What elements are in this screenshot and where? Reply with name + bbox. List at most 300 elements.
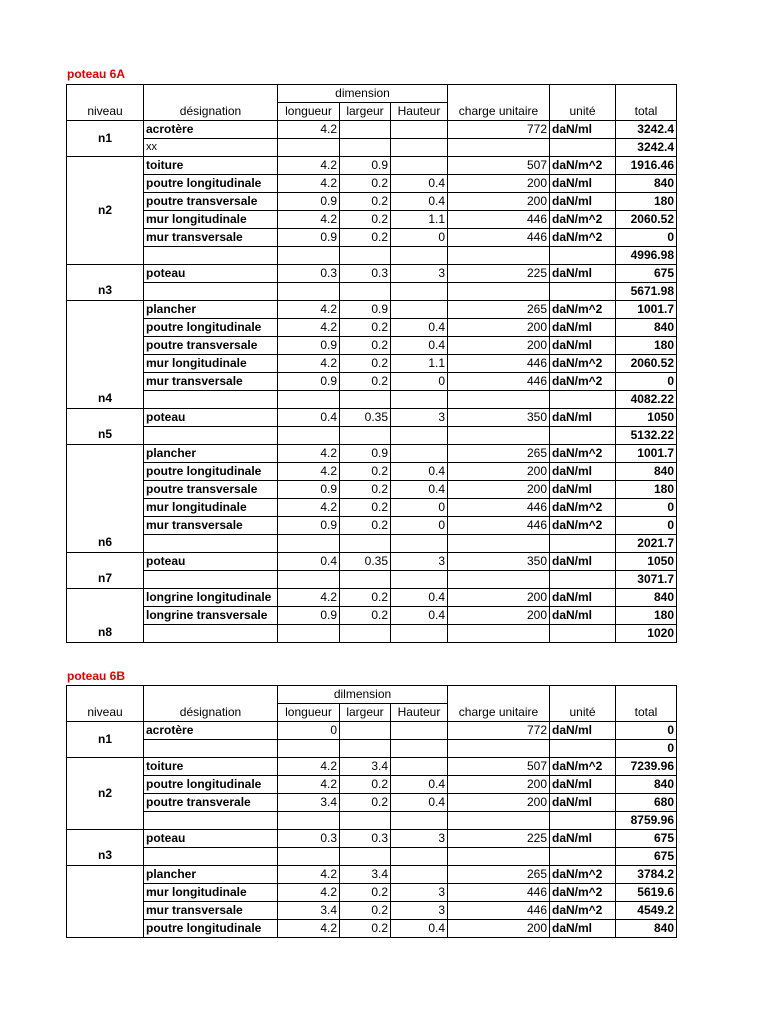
charge-cell: 200 [448, 589, 550, 607]
largeur-cell: 0.2 [340, 355, 391, 373]
total-cell: 675 [616, 830, 677, 848]
header-unite: unité [550, 686, 616, 722]
charge-cell: 772 [448, 722, 550, 740]
hauteur-cell: 1.1 [391, 211, 448, 229]
charge-cell: 446 [448, 355, 550, 373]
charge-cell: 200 [448, 794, 550, 812]
charge-cell: 350 [448, 553, 550, 571]
table-row [67, 625, 677, 643]
largeur-cell: 0.2 [340, 499, 391, 517]
hauteur-cell [391, 301, 448, 319]
total-cell: 0 [616, 722, 677, 740]
designation-cell: mur longitudinale [144, 884, 278, 902]
largeur-cell [340, 722, 391, 740]
total-cell: 840 [616, 776, 677, 794]
designation-cell: xx [144, 139, 278, 157]
charge-cell: 507 [448, 758, 550, 776]
longueur-cell: 4.2 [278, 920, 340, 938]
total-cell: 840 [616, 319, 677, 337]
largeur-cell [340, 535, 391, 553]
level-n3: n3 [67, 830, 144, 866]
designation-cell [144, 571, 278, 589]
hauteur-cell [391, 247, 448, 265]
unite-cell: daN/ml [550, 722, 616, 740]
charge-cell: 446 [448, 229, 550, 247]
largeur-cell: 0.2 [340, 373, 391, 391]
hauteur-cell [391, 427, 448, 445]
longueur-cell: 0.9 [278, 373, 340, 391]
header-dimension: dilmension [278, 686, 448, 704]
designation-cell: poutre longitudinale [144, 920, 278, 938]
hauteur-cell: 0.4 [391, 776, 448, 794]
hauteur-cell: 0 [391, 229, 448, 247]
hauteur-cell: 3 [391, 830, 448, 848]
table-row [67, 427, 677, 445]
largeur-cell [340, 625, 391, 643]
table-row [67, 193, 677, 211]
unite-cell [550, 571, 616, 589]
unite-cell: daN/ml [550, 463, 616, 481]
table-row [67, 175, 677, 193]
largeur-cell: 0.2 [340, 175, 391, 193]
largeur-cell: 3.4 [340, 866, 391, 884]
longueur-cell: 4.2 [278, 776, 340, 794]
unite-cell: daN/ml [550, 175, 616, 193]
header-designation: désignation [144, 85, 278, 121]
header-charge: charge unitaire [448, 85, 550, 121]
longueur-cell: 4.2 [278, 884, 340, 902]
header-niveau: niveau [67, 85, 144, 121]
longueur-cell: 4.2 [278, 866, 340, 884]
total-cell: 4549.2 [616, 902, 677, 920]
charge-cell: 200 [448, 175, 550, 193]
total-cell: 3071.7 [616, 571, 677, 589]
table-row [67, 553, 677, 571]
charge-cell: 225 [448, 830, 550, 848]
header-longueur: longueur [278, 704, 340, 722]
designation-cell: mur transversale [144, 517, 278, 535]
hauteur-cell [391, 391, 448, 409]
table-row [67, 373, 677, 391]
largeur-cell: 0.2 [340, 319, 391, 337]
designation-cell: longrine longitudinale [144, 589, 278, 607]
hauteur-cell: 3 [391, 409, 448, 427]
level-cell [67, 866, 144, 938]
largeur-cell [340, 283, 391, 301]
total-cell: 180 [616, 193, 677, 211]
charge-cell: 200 [448, 607, 550, 625]
longueur-cell: 0.9 [278, 229, 340, 247]
designation-cell: poutre longitudinale [144, 463, 278, 481]
table-row [67, 337, 677, 355]
total-cell: 3242.4 [616, 121, 677, 139]
table-poteau-6b [66, 685, 677, 938]
total-cell: 5671.98 [616, 283, 677, 301]
charge-cell: 200 [448, 337, 550, 355]
longueur-cell [278, 625, 340, 643]
hauteur-cell [391, 157, 448, 175]
total-cell: 840 [616, 920, 677, 938]
largeur-cell: 0.9 [340, 301, 391, 319]
unite-cell: daN/ml [550, 121, 616, 139]
largeur-cell: 0.2 [340, 902, 391, 920]
charge-cell [448, 139, 550, 157]
designation-cell: poteau [144, 409, 278, 427]
total-cell: 1020 [616, 625, 677, 643]
unite-cell [550, 812, 616, 830]
designation-cell: poutre transversale [144, 481, 278, 499]
hauteur-cell: 0 [391, 517, 448, 535]
total-cell: 3242.4 [616, 139, 677, 157]
unite-cell [550, 283, 616, 301]
total-cell: 1050 [616, 409, 677, 427]
charge-cell: 200 [448, 481, 550, 499]
table-row [67, 157, 677, 175]
unite-cell: daN/ml [550, 776, 616, 794]
table-row [67, 571, 677, 589]
largeur-cell: 0.2 [340, 211, 391, 229]
designation-cell: plancher [144, 301, 278, 319]
unite-cell: daN/m^2 [550, 884, 616, 902]
unite-cell [550, 427, 616, 445]
longueur-cell: 0.9 [278, 517, 340, 535]
charge-cell [448, 535, 550, 553]
header-charge: charge unitaire [448, 686, 550, 722]
longueur-cell: 0.9 [278, 607, 340, 625]
hauteur-cell [391, 812, 448, 830]
designation-cell: poutre longitudinale [144, 319, 278, 337]
total-cell: 0 [616, 499, 677, 517]
unite-cell: daN/ml [550, 337, 616, 355]
table-row [67, 776, 677, 794]
level-n3: n3 [67, 265, 144, 301]
longueur-cell [278, 283, 340, 301]
level-n8: n8 [67, 589, 144, 643]
largeur-cell [340, 121, 391, 139]
total-cell: 2060.52 [616, 355, 677, 373]
charge-cell: 200 [448, 920, 550, 938]
section-title-6a: poteau 6A [67, 67, 126, 81]
unite-cell: daN/ml [550, 265, 616, 283]
table-row [67, 211, 677, 229]
largeur-cell: 0.2 [340, 193, 391, 211]
unite-cell: daN/ml [550, 920, 616, 938]
table-row [67, 920, 677, 938]
header-unite: unité [550, 85, 616, 121]
hauteur-cell [391, 445, 448, 463]
designation-cell [144, 812, 278, 830]
level-n6: n6 [67, 445, 144, 553]
charge-cell: 446 [448, 211, 550, 229]
hauteur-cell [391, 121, 448, 139]
header-largeur: largeur [340, 103, 391, 121]
header-total: total [616, 686, 677, 722]
unite-cell: daN/ml [550, 794, 616, 812]
charge-cell: 446 [448, 517, 550, 535]
unite-cell: daN/m^2 [550, 373, 616, 391]
longueur-cell [278, 139, 340, 157]
total-cell: 2060.52 [616, 211, 677, 229]
largeur-cell: 3.4 [340, 758, 391, 776]
designation-cell: poutre longitudinale [144, 175, 278, 193]
charge-cell [448, 283, 550, 301]
level-n2: n2 [67, 758, 144, 830]
longueur-cell: 0.4 [278, 409, 340, 427]
table-row [67, 247, 677, 265]
designation-cell: toiture [144, 758, 278, 776]
longueur-cell: 0.9 [278, 337, 340, 355]
charge-cell: 200 [448, 319, 550, 337]
unite-cell: daN/ml [550, 481, 616, 499]
total-cell: 0 [616, 740, 677, 758]
longueur-cell [278, 812, 340, 830]
header-hauteur: Hauteur [391, 103, 448, 121]
largeur-cell: 0.2 [340, 463, 391, 481]
hauteur-cell: 0.4 [391, 337, 448, 355]
table-row [67, 481, 677, 499]
table-row [67, 319, 677, 337]
unite-cell: daN/ml [550, 830, 616, 848]
level-n2: n2 [67, 157, 144, 265]
longueur-cell: 4.2 [278, 499, 340, 517]
unite-cell: daN/m^2 [550, 902, 616, 920]
hauteur-cell [391, 535, 448, 553]
total-cell: 5619.6 [616, 884, 677, 902]
largeur-cell: 0.2 [340, 517, 391, 535]
designation-cell: poteau [144, 830, 278, 848]
charge-cell: 446 [448, 499, 550, 517]
level-n1: n1 [67, 121, 144, 157]
hauteur-cell: 0.4 [391, 481, 448, 499]
largeur-cell: 0.2 [340, 920, 391, 938]
hauteur-cell: 0.4 [391, 607, 448, 625]
total-cell: 1001.7 [616, 301, 677, 319]
total-cell: 1916.46 [616, 157, 677, 175]
header-row [67, 85, 677, 103]
designation-cell: poteau [144, 265, 278, 283]
table-row [67, 499, 677, 517]
header-niveau: niveau [67, 686, 144, 722]
hauteur-cell: 1.1 [391, 355, 448, 373]
designation-cell: mur longitudinale [144, 211, 278, 229]
charge-cell: 507 [448, 157, 550, 175]
charge-cell: 772 [448, 121, 550, 139]
hauteur-cell [391, 283, 448, 301]
designation-cell: mur longitudinale [144, 499, 278, 517]
designation-cell [144, 391, 278, 409]
longueur-cell: 4.2 [278, 211, 340, 229]
designation-cell: poutre transversale [144, 193, 278, 211]
charge-cell: 265 [448, 445, 550, 463]
header-dimension: dimension [278, 85, 448, 103]
table-poteau-6a [66, 84, 677, 643]
table-row [67, 812, 677, 830]
hauteur-cell: 3 [391, 884, 448, 902]
total-cell: 680 [616, 794, 677, 812]
table-row [67, 794, 677, 812]
total-cell: 4082.22 [616, 391, 677, 409]
longueur-cell: 4.2 [278, 758, 340, 776]
hauteur-cell [391, 139, 448, 157]
unite-cell: daN/m^2 [550, 211, 616, 229]
unite-cell: daN/m^2 [550, 229, 616, 247]
unite-cell [550, 740, 616, 758]
table-row [67, 229, 677, 247]
hauteur-cell: 0.4 [391, 794, 448, 812]
unite-cell: daN/m^2 [550, 157, 616, 175]
largeur-cell: 0.3 [340, 830, 391, 848]
unite-cell: daN/ml [550, 319, 616, 337]
unite-cell [550, 139, 616, 157]
header-largeur: largeur [340, 704, 391, 722]
longueur-cell [278, 740, 340, 758]
designation-cell: poutre transversale [144, 337, 278, 355]
unite-cell: daN/ml [550, 193, 616, 211]
table-row [67, 848, 677, 866]
total-cell: 2021.7 [616, 535, 677, 553]
designation-cell: acrotère [144, 121, 278, 139]
longueur-cell: 0.4 [278, 553, 340, 571]
unite-cell: daN/m^2 [550, 445, 616, 463]
table-row [67, 445, 677, 463]
unite-cell [550, 535, 616, 553]
largeur-cell: 0.2 [340, 607, 391, 625]
table-row [67, 740, 677, 758]
unite-cell: daN/ml [550, 607, 616, 625]
largeur-cell: 0.2 [340, 481, 391, 499]
unite-cell: daN/ml [550, 553, 616, 571]
longueur-cell [278, 571, 340, 589]
largeur-cell [340, 427, 391, 445]
longueur-cell: 0.9 [278, 481, 340, 499]
largeur-cell [340, 812, 391, 830]
unite-cell [550, 625, 616, 643]
charge-cell: 446 [448, 884, 550, 902]
hauteur-cell: 3 [391, 553, 448, 571]
total-cell: 7239.96 [616, 758, 677, 776]
table-row [67, 722, 677, 740]
total-cell: 675 [616, 848, 677, 866]
total-cell: 180 [616, 481, 677, 499]
hauteur-cell [391, 866, 448, 884]
table-row [67, 301, 677, 319]
hauteur-cell: 0.4 [391, 463, 448, 481]
longueur-cell: 4.2 [278, 157, 340, 175]
designation-cell [144, 247, 278, 265]
hauteur-cell: 0.4 [391, 175, 448, 193]
unite-cell: daN/ml [550, 409, 616, 427]
hauteur-cell [391, 758, 448, 776]
designation-cell: poutre transverale [144, 794, 278, 812]
unite-cell: daN/m^2 [550, 301, 616, 319]
total-cell: 840 [616, 589, 677, 607]
charge-cell: 446 [448, 373, 550, 391]
level-n5: n5 [67, 409, 144, 445]
designation-cell: acrotère [144, 722, 278, 740]
longueur-cell: 0 [278, 722, 340, 740]
designation-cell: toiture [144, 157, 278, 175]
charge-cell: 265 [448, 866, 550, 884]
total-cell: 5132.22 [616, 427, 677, 445]
table-row [67, 884, 677, 902]
header-designation: désignation [144, 686, 278, 722]
charge-cell: 200 [448, 463, 550, 481]
charge-cell: 200 [448, 776, 550, 794]
unite-cell [550, 391, 616, 409]
longueur-cell: 4.2 [278, 355, 340, 373]
longueur-cell: 0.3 [278, 830, 340, 848]
unite-cell: daN/ml [550, 589, 616, 607]
table-row [67, 121, 677, 139]
unite-cell: daN/m^2 [550, 355, 616, 373]
longueur-cell: 4.2 [278, 589, 340, 607]
designation-cell [144, 283, 278, 301]
total-cell: 1001.7 [616, 445, 677, 463]
table-row [67, 139, 677, 157]
hauteur-cell: 0.4 [391, 589, 448, 607]
largeur-cell: 0.2 [340, 884, 391, 902]
largeur-cell: 0.2 [340, 794, 391, 812]
charge-cell: 350 [448, 409, 550, 427]
section-title-6b: poteau 6B [67, 669, 126, 683]
designation-cell: mur transversale [144, 229, 278, 247]
table-row [67, 265, 677, 283]
designation-cell: mur longitudinale [144, 355, 278, 373]
table-row [67, 607, 677, 625]
total-cell: 1050 [616, 553, 677, 571]
table-row [67, 830, 677, 848]
charge-cell: 265 [448, 301, 550, 319]
longueur-cell [278, 848, 340, 866]
unite-cell: daN/m^2 [550, 499, 616, 517]
charge-cell [448, 812, 550, 830]
table-row [67, 589, 677, 607]
largeur-cell: 0.35 [340, 409, 391, 427]
hauteur-cell [391, 740, 448, 758]
unite-cell: daN/m^2 [550, 758, 616, 776]
charge-cell: 200 [448, 193, 550, 211]
largeur-cell [340, 391, 391, 409]
charge-cell [448, 571, 550, 589]
largeur-cell [340, 848, 391, 866]
hauteur-cell: 3 [391, 265, 448, 283]
total-cell: 3784.2 [616, 866, 677, 884]
longueur-cell [278, 391, 340, 409]
total-cell: 0 [616, 373, 677, 391]
largeur-cell: 0.2 [340, 337, 391, 355]
longueur-cell: 0.3 [278, 265, 340, 283]
unite-cell: daN/m^2 [550, 517, 616, 535]
longueur-cell [278, 535, 340, 553]
charge-cell [448, 247, 550, 265]
designation-cell: mur transversale [144, 902, 278, 920]
largeur-cell [340, 571, 391, 589]
hauteur-cell: 0.4 [391, 920, 448, 938]
table-row [67, 902, 677, 920]
largeur-cell [340, 247, 391, 265]
table-row [67, 463, 677, 481]
charge-cell [448, 740, 550, 758]
total-cell: 840 [616, 463, 677, 481]
level-n1: n1 [67, 722, 144, 758]
total-cell: 840 [616, 175, 677, 193]
longueur-cell [278, 427, 340, 445]
longueur-cell: 0.9 [278, 193, 340, 211]
largeur-cell: 0.35 [340, 553, 391, 571]
charge-cell: 225 [448, 265, 550, 283]
longueur-cell: 4.2 [278, 319, 340, 337]
largeur-cell: 0.9 [340, 157, 391, 175]
